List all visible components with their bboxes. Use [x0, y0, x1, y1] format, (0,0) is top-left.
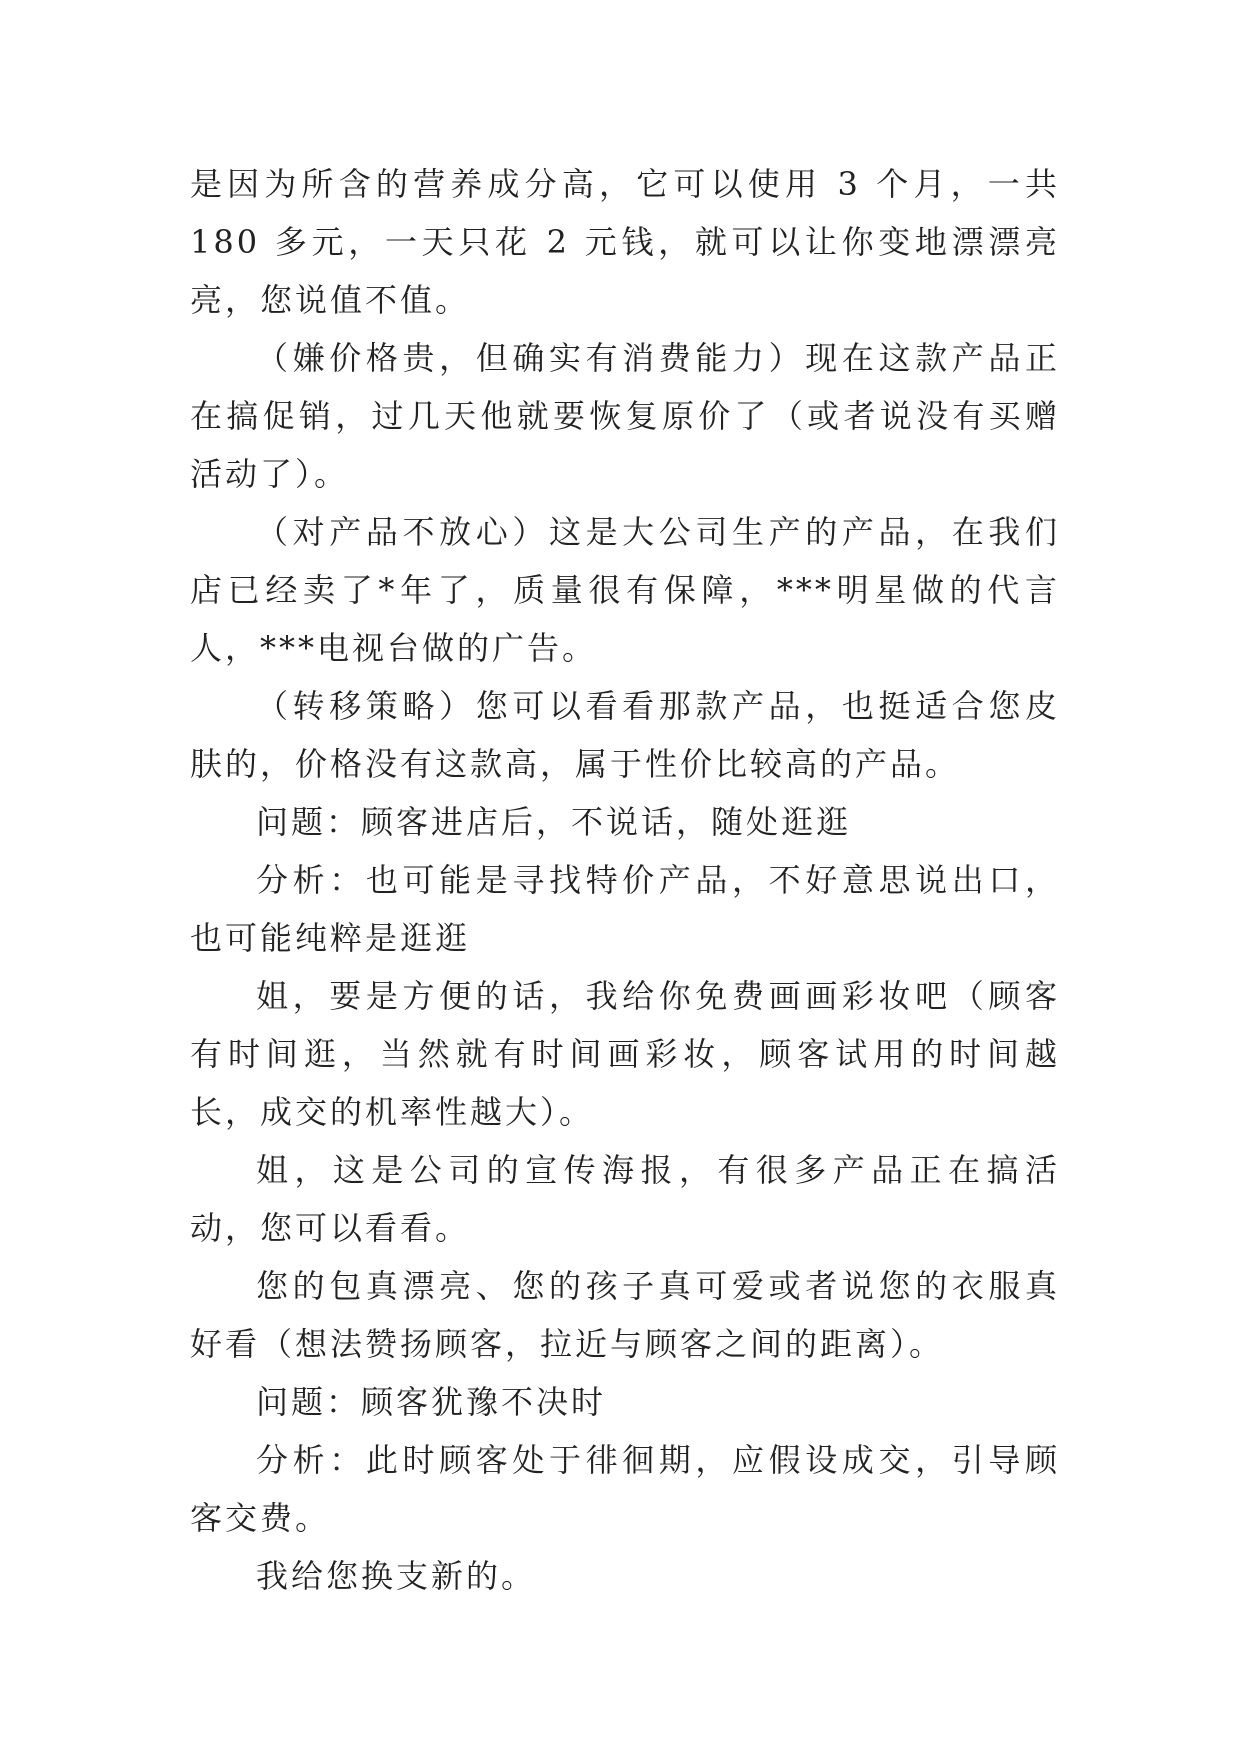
paragraph: 我给您换支新的。 [256, 1557, 537, 1595]
paragraph: 是因为所含的营养成分高，它可以使用 3 个月，一共 180 多元，一天只花 2 元钱，就可以让你变地漂漂亮亮，您说值不值。 [190, 165, 1060, 319]
document-body [190, 155, 1060, 1605]
paragraph: （嫌价格贵，但确实有消费能力）现在这款产品正在搞促销，过几天他就要恢复原价了（或者说没有买赠活动了）。 [190, 339, 1060, 493]
question-heading: 问题：顾客犹豫不决时 [256, 1383, 607, 1421]
paragraph: 姐，这是公司的宣传海报，有很多产品正在搞活动，您可以看看。 [190, 1151, 1060, 1247]
paragraph: 您的包真漂亮、您的孩子真可爱或者说您的衣服真好看（想法赞扬顾客，拉近与顾客之间的距离）。 [190, 1267, 1060, 1363]
paragraph: 姐，要是方便的话，我给你免费画画彩妆吧（顾客有时间逛，当然就有时间画彩妆，顾客试用的时间越长，成交的机率性越大）。 [190, 977, 1060, 1131]
paragraph: （对产品不放心）这是大公司生产的产品，在我们店已经卖了*年了，质量很有保障，***明星做的代言人，***电视台做的广告。 [190, 513, 1060, 667]
question-heading: 问题：顾客进店后，不说话，随处逛逛 [256, 803, 852, 841]
analysis-paragraph: 分析：此时顾客处于徘徊期，应假设成交，引导顾客交费。 [190, 1441, 1060, 1537]
analysis-paragraph: 分析：也可能是寻找特价产品，不好意思说出口，也可能纯粹是逛逛 [190, 861, 1060, 957]
paragraph: （转移策略）您可以看看那款产品，也挺适合您皮肤的，价格没有这款高，属于性价比较高的产品。 [190, 687, 1060, 783]
